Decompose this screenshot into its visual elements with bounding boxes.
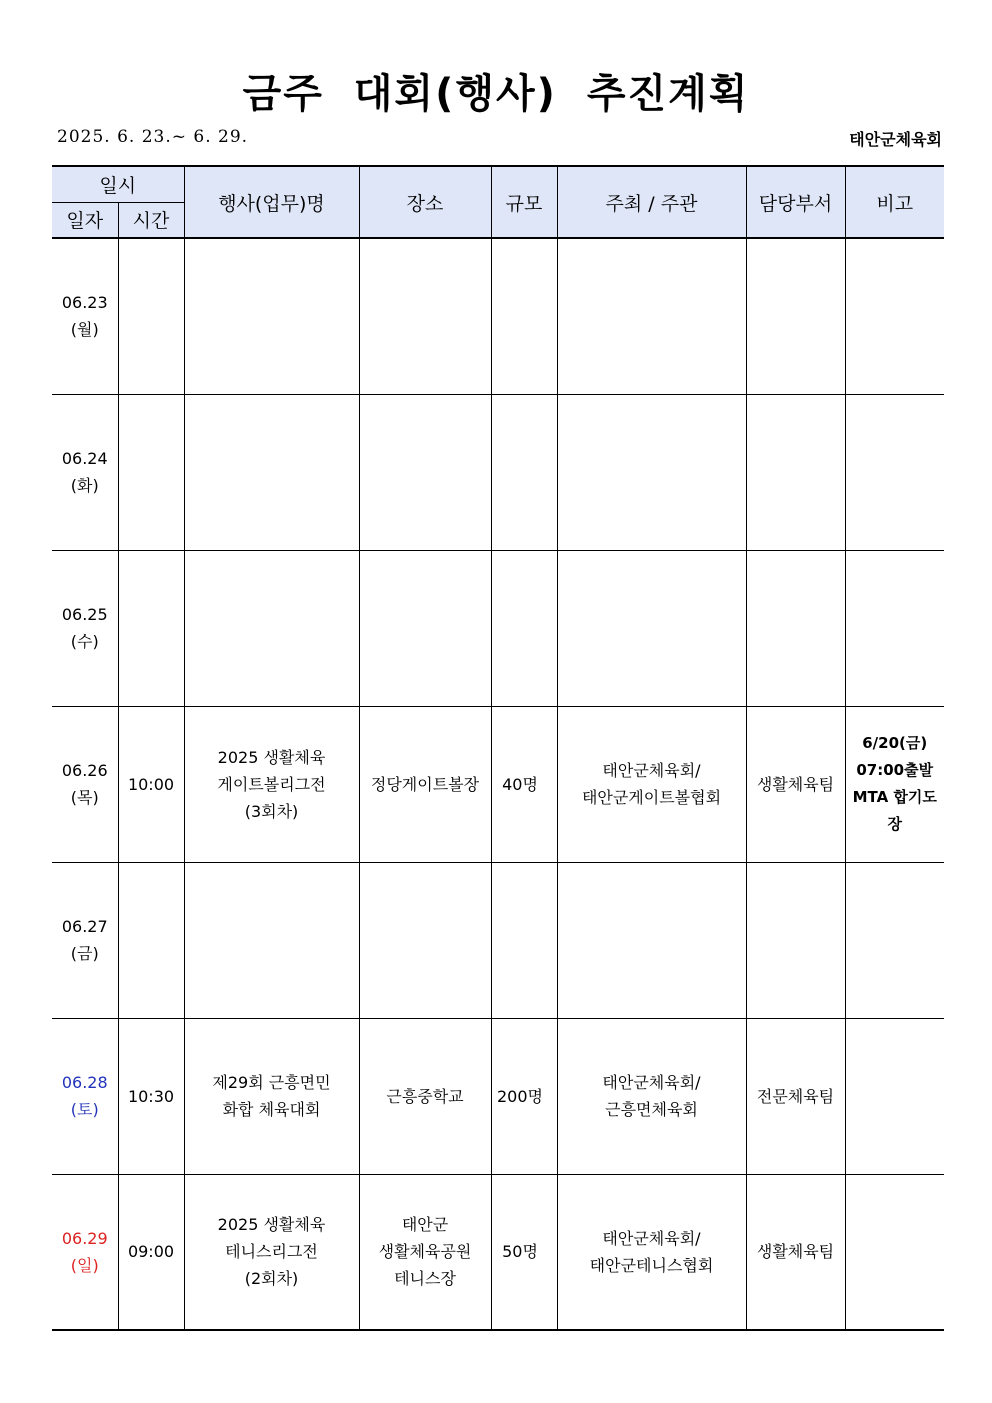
time-value: 10:30 bbox=[127, 1086, 175, 1106]
period-range: 2025. 6. 23.~ 6. 29. bbox=[57, 127, 249, 147]
schedule-table bbox=[52, 165, 944, 1331]
department-value: 전문체육팀 bbox=[756, 1086, 835, 1106]
weekday-value: (토) bbox=[70, 1100, 99, 1119]
scale-value: 40명 bbox=[502, 774, 538, 794]
col-header-department: 담당부서 bbox=[746, 166, 845, 238]
remarks-cell bbox=[845, 862, 944, 1018]
col-header-date: 일자 bbox=[52, 202, 118, 238]
date-value: 06.24 bbox=[61, 449, 108, 468]
event-cell bbox=[184, 238, 359, 394]
remarks-cell bbox=[845, 1018, 944, 1174]
scale-cell bbox=[491, 238, 557, 394]
host-line: 근흥면체육회 bbox=[605, 1100, 698, 1119]
col-header-remarks: 비고 bbox=[845, 166, 944, 238]
remarks-line: 07:00출발 bbox=[856, 761, 934, 779]
event-line: 2025 생활체육 bbox=[217, 1215, 326, 1235]
host-cell bbox=[557, 550, 746, 706]
place-line: 근흥중학교 bbox=[386, 1086, 464, 1106]
place-cell bbox=[359, 1018, 491, 1174]
event-cell bbox=[184, 1018, 359, 1174]
scale-cell bbox=[491, 1018, 557, 1174]
col-header-scale: 규모 bbox=[491, 166, 557, 238]
department-cell bbox=[746, 238, 845, 394]
weekday-value: (수) bbox=[70, 632, 99, 651]
time-value: 10:00 bbox=[127, 774, 175, 794]
date-cell bbox=[52, 862, 118, 1018]
time-cell bbox=[118, 238, 184, 394]
scale-cell bbox=[491, 550, 557, 706]
event-cell bbox=[184, 394, 359, 550]
event-line: (2회차) bbox=[244, 1269, 299, 1289]
scale-cell bbox=[491, 1174, 557, 1330]
place-line: 정당게이트볼장 bbox=[370, 774, 480, 794]
department-cell bbox=[746, 394, 845, 550]
place-cell bbox=[359, 706, 491, 862]
place-line: 생활체육공원 bbox=[378, 1242, 472, 1262]
table-row bbox=[52, 706, 944, 862]
table-row bbox=[52, 394, 944, 550]
scale-cell bbox=[491, 394, 557, 550]
remarks-cell bbox=[845, 394, 944, 550]
place-line: 태안군 bbox=[401, 1215, 449, 1235]
host-line: 태안군체육회/ bbox=[602, 1073, 701, 1092]
place-cell bbox=[359, 1174, 491, 1330]
table-row bbox=[52, 550, 944, 706]
time-cell bbox=[118, 706, 184, 862]
page-title: 금주 대회(행사) 추진계획 bbox=[242, 71, 750, 117]
date-cell bbox=[52, 1174, 118, 1330]
date-cell bbox=[52, 706, 118, 862]
time-cell bbox=[118, 394, 184, 550]
col-header-host: 주최 / 주관 bbox=[557, 166, 746, 238]
time-value: 09:00 bbox=[127, 1242, 175, 1262]
place-cell bbox=[359, 238, 491, 394]
time-cell bbox=[118, 1174, 184, 1330]
host-cell bbox=[557, 1018, 746, 1174]
host-line: 태안군게이트볼협회 bbox=[581, 788, 722, 807]
event-line: (3회차) bbox=[244, 801, 299, 821]
host-line: 태안군체육회/ bbox=[602, 761, 701, 780]
scale-cell bbox=[491, 862, 557, 1018]
event-cell bbox=[184, 706, 359, 862]
date-cell bbox=[52, 394, 118, 550]
weekday-value: (일) bbox=[70, 1255, 99, 1275]
department-value: 생활체육팀 bbox=[756, 774, 835, 794]
time-cell bbox=[118, 1018, 184, 1174]
remarks-line: 6/20(금) bbox=[862, 734, 928, 752]
event-cell bbox=[184, 862, 359, 1018]
date-value: 06.26 bbox=[61, 761, 108, 780]
remarks-cell bbox=[845, 1174, 944, 1330]
weekday-value: (목) bbox=[70, 788, 99, 807]
scale-value: 200명 bbox=[497, 1086, 543, 1106]
date-value: 06.28 bbox=[61, 1073, 108, 1092]
place-cell bbox=[359, 550, 491, 706]
date-value: 06.29 bbox=[61, 1228, 108, 1248]
host-cell bbox=[557, 1174, 746, 1330]
department-cell bbox=[746, 862, 845, 1018]
time-cell bbox=[118, 550, 184, 706]
remarks-cell bbox=[845, 550, 944, 706]
department-cell bbox=[746, 1018, 845, 1174]
weekday-value: (월) bbox=[70, 320, 99, 340]
time-cell bbox=[118, 862, 184, 1018]
place-line: 테니스장 bbox=[394, 1269, 456, 1289]
department-cell bbox=[746, 550, 845, 706]
date-cell bbox=[52, 550, 118, 706]
table-row bbox=[52, 1018, 944, 1174]
event-cell bbox=[184, 1174, 359, 1330]
scale-value: 50명 bbox=[502, 1242, 538, 1262]
event-line: 제29회 근흥면민 bbox=[212, 1073, 331, 1092]
date-cell bbox=[52, 1018, 118, 1174]
scale-cell bbox=[491, 706, 557, 862]
department-cell bbox=[746, 1174, 845, 1330]
host-line: 태안군테니스협회 bbox=[589, 1255, 714, 1275]
host-cell bbox=[557, 238, 746, 394]
col-header-place: 장소 bbox=[359, 166, 491, 238]
host-cell bbox=[557, 394, 746, 550]
weekday-value: (화) bbox=[70, 476, 99, 495]
remarks-cell bbox=[845, 238, 944, 394]
department-cell bbox=[746, 706, 845, 862]
weekday-value: (금) bbox=[70, 944, 99, 963]
col-header-time: 시간 bbox=[118, 202, 184, 238]
remarks-line: MTA 합기도장 bbox=[852, 788, 937, 833]
place-cell bbox=[359, 394, 491, 550]
date-value: 06.25 bbox=[61, 605, 108, 624]
col-header-datetime: 일시 bbox=[52, 166, 184, 202]
place-cell bbox=[359, 862, 491, 1018]
schedule-body bbox=[52, 238, 944, 1330]
date-value: 06.23 bbox=[61, 293, 108, 313]
event-line: 2025 생활체육 bbox=[217, 747, 326, 767]
host-cell bbox=[557, 706, 746, 862]
table-row bbox=[52, 238, 944, 394]
date-value: 06.27 bbox=[61, 917, 108, 936]
event-line: 테니스리그전 bbox=[225, 1242, 318, 1262]
event-line: 게이트볼리그전 bbox=[217, 774, 326, 794]
event-cell bbox=[184, 550, 359, 706]
department-value: 생활체육팀 bbox=[756, 1242, 835, 1262]
host-line: 태안군체육회/ bbox=[602, 1228, 701, 1248]
table-row bbox=[52, 862, 944, 1018]
host-cell bbox=[557, 862, 746, 1018]
table-row bbox=[52, 1174, 944, 1330]
date-cell bbox=[52, 238, 118, 394]
col-header-event: 행사(업무)명 bbox=[184, 166, 359, 238]
organization-name: 태안군체육회 bbox=[849, 130, 942, 149]
event-line: 화합 체육대회 bbox=[222, 1100, 321, 1119]
remarks-cell bbox=[845, 706, 944, 862]
